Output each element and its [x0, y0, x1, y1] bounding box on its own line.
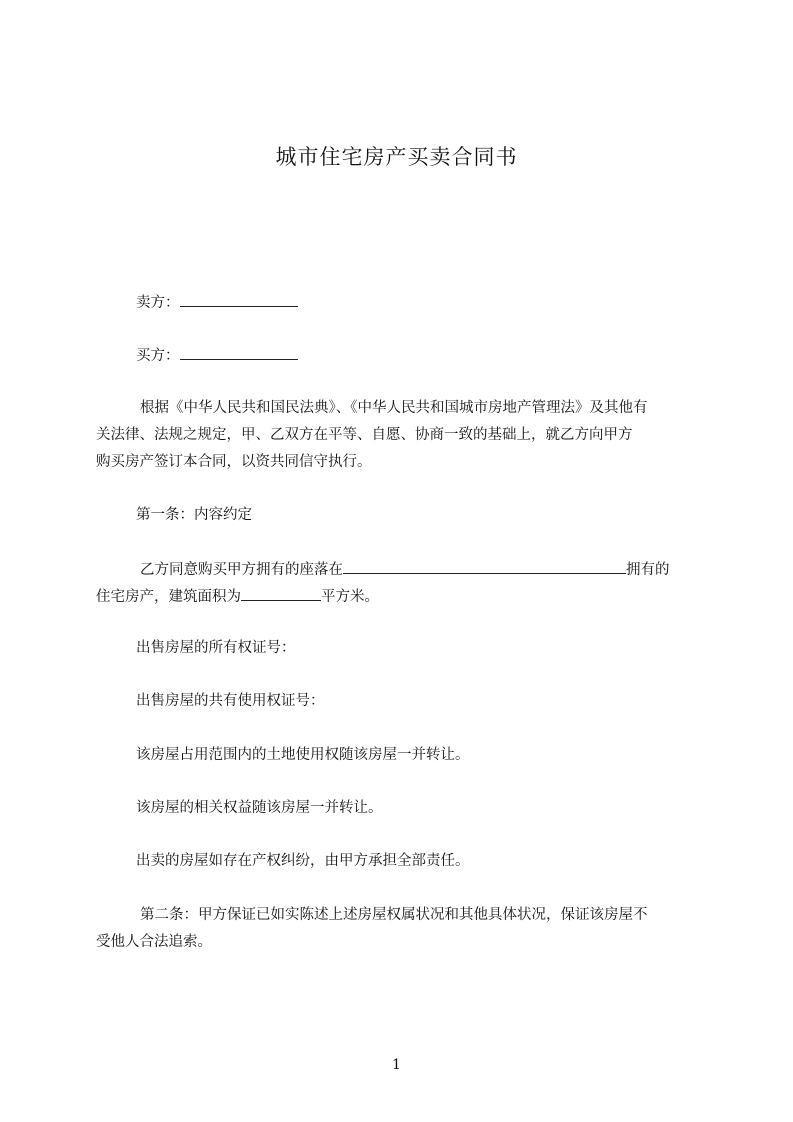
ownership-cert-line: 出售房屋的所有权证号：: [136, 640, 296, 656]
dispute-liability-line: 出卖的房屋如存在产权纠纷，由甲方承担全部责任。: [136, 853, 470, 869]
article1-heading: 第一条：内容约定: [136, 507, 252, 523]
seller-label: 卖方：: [136, 295, 180, 311]
article1-line2-prefix: 住宅房产，建筑面积为: [96, 589, 241, 605]
buyer-line: [136, 344, 298, 366]
buyer-blank: [180, 344, 298, 360]
article2-line-1: 第二条：甲方保证已如实陈述上述房屋权属状况和其他具体状况，保证该房屋不: [140, 907, 648, 923]
land-use-transfer-line: 该房屋占用范围内的土地使用权随该房屋一并转让。: [136, 747, 470, 763]
shared-use-cert-line: 出售房屋的共有使用权证号：: [136, 693, 325, 709]
article1-line-1: [140, 558, 670, 580]
article1-line2-suffix: 平方米。: [321, 589, 379, 605]
intro-line-3: 购买房产签订本合同，以资共同信守执行。: [96, 454, 372, 470]
article1-line1-prefix: 乙方同意购买甲方拥有的座落在: [140, 562, 343, 578]
article2-line-2: 受他人合法追索。: [96, 934, 212, 950]
seller-line: [136, 291, 298, 313]
rights-transfer-line: 该房屋的相关权益随该房屋一并转让。: [136, 800, 383, 816]
intro-line-1: 根据《中华人民共和国民法典》、《中华人民共和国城市房地产管理法》及其他有: [140, 400, 648, 416]
area-blank: [241, 585, 321, 601]
article1-line-2: [96, 585, 379, 607]
page-number: 1: [392, 1057, 401, 1073]
document-title: 城市住宅房产买卖合同书: [275, 145, 518, 169]
buyer-label: 买方：: [136, 348, 180, 364]
article1-line1-suffix: 拥有的: [626, 562, 670, 578]
intro-line-2: 关法律、法规之规定，甲、乙双方在平等、自愿、协商一致的基础上，就乙方向甲方: [96, 427, 633, 443]
seller-blank: [180, 291, 298, 307]
location-blank: [343, 558, 626, 574]
